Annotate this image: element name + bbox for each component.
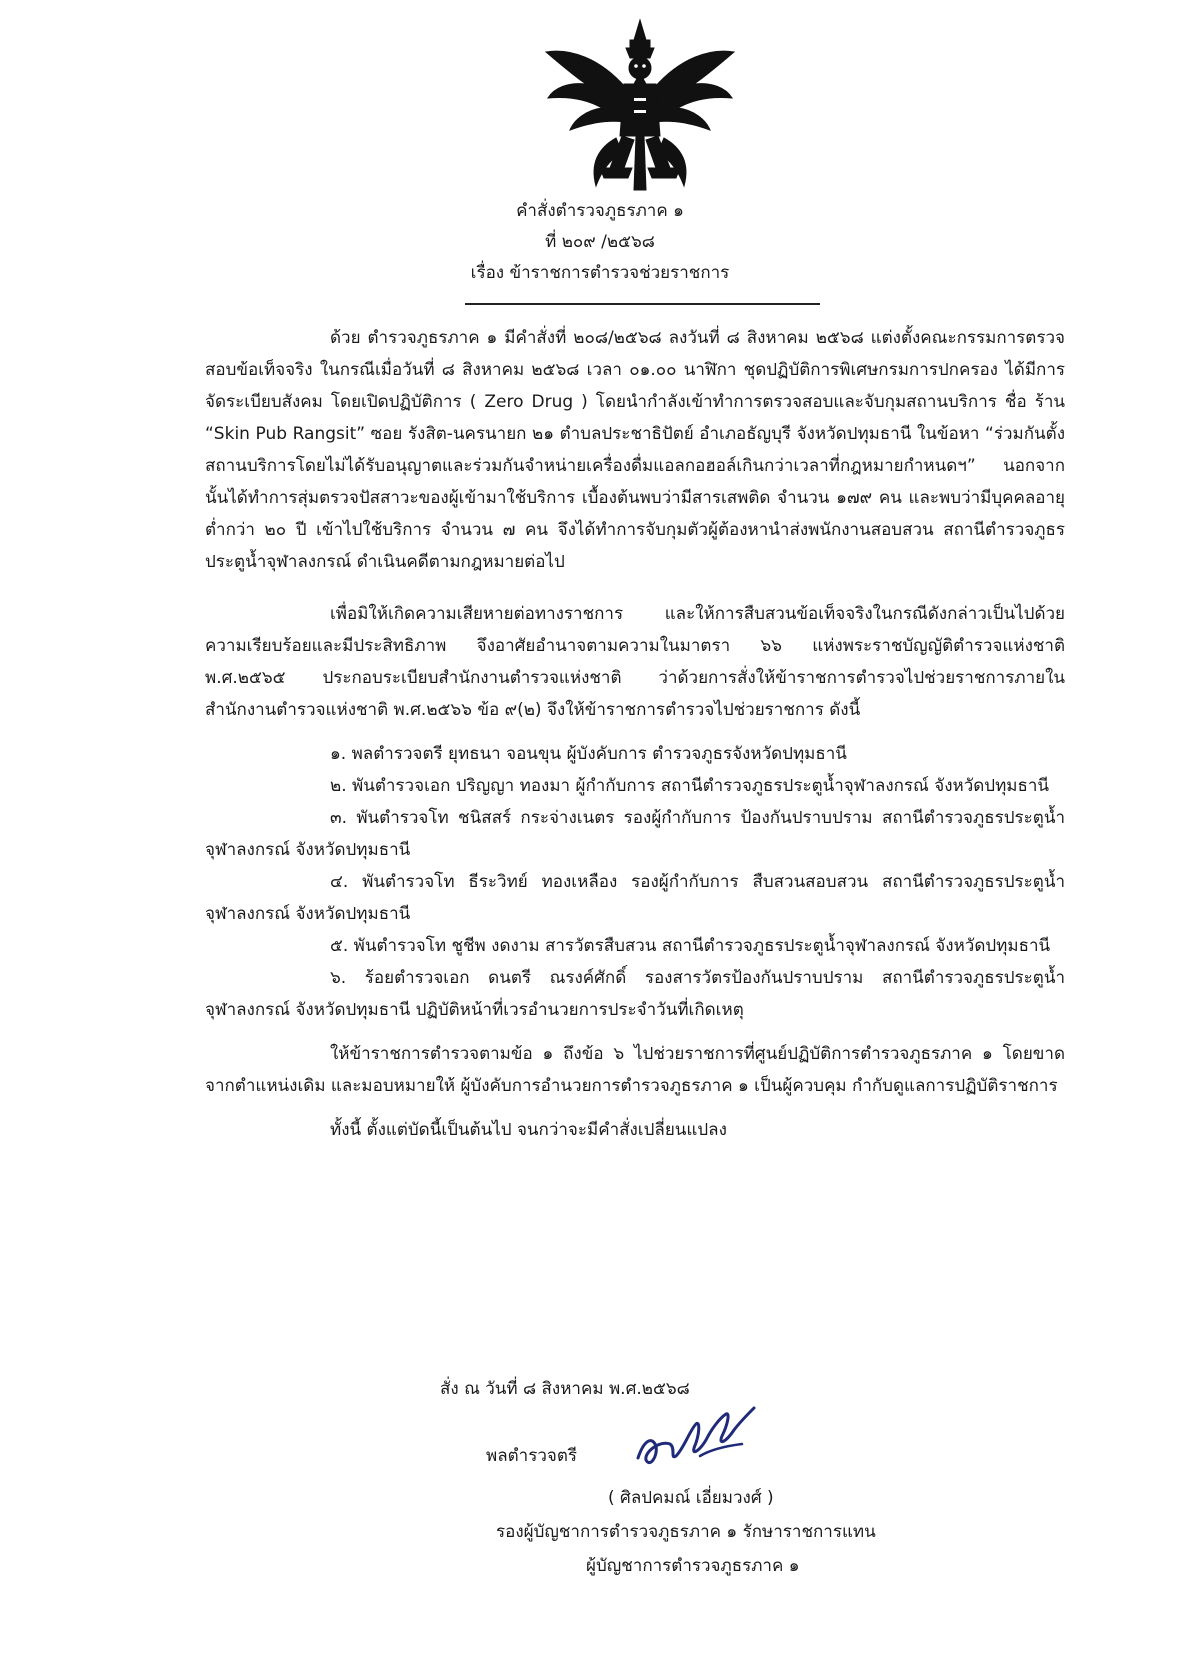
signer-position: รองผู้บัญชาการตำรวจภูธรภาค ๑ รักษาราชการแทน [496, 1522, 876, 1542]
list-item: ๖. ร้อยตำรวจเอก ดนตรี ณรงค์ศักดิ์ รองสารวัตรป้องกันปราบปราม สถานีตำรวจภูธรประตูน้ำจุฬาลงกรณ์ จังหวัดปทุมธานี ปฏิบัติหน้าที่เวรอำนวยการประจำวันที่เกิดเหตุ [205, 968, 1065, 1020]
body-paragraph-2: เพื่อมิให้เกิดความเสียหายต่อทางราชการ และให้การสืบสวนข้อเท็จจริงในกรณีดังกล่าวเป็นไปด้วยความเรียบร้อยและมีประสิทธิภาพ จึงอาศัยอำนาจตามความในมาตรา ๖๖ แห่งพระราชบัญญัติตำรวจแห่งชาติ พ.ศ.๒๕๖๕ ประกอบระเบียบสำนักงานตำรวจแห่งชาติ ว่าด้วยการสั่งให้ข้าราชการตำรวจไปช่วยราชการภายในสำนักงานตำรวจแห่งชาติ พ.ศ.๒๕๖๖ ข้อ ๙(๒) จึงให้ข้าราชการตำรวจไปช่วยราชการ ดังนี้ [205, 604, 1065, 720]
order-date: สั่ง ณ วันที่ ๘ สิงหาคม พ.ศ.๒๕๖๘ [440, 1379, 690, 1399]
body-paragraph-4: ทั้งนี้ ตั้งแต่บัดนี้เป็นต้นไป จนกว่าจะมีคำสั่งเปลี่ยนแปลง [330, 1120, 727, 1140]
body-paragraph-3: ให้ข้าราชการตำรวจตามข้อ ๑ ถึงข้อ ๖ ไปช่วยราชการที่ศูนย์ปฏิบัติการตำรวจภูธรภาค ๑ โดยขาดจากตำแหน่งเดิม และมอบหมายให้ ผู้บังคับการอำนวยการตำรวจภูธรภาค ๑ เป็นผู้ควบคุม กำกับดูแลการปฏิบัติราชการ [205, 1044, 1065, 1096]
signer-name: ( ศิลปคมณ์ เอี่ยมวงศ์ ) [608, 1488, 774, 1508]
signer-position-acting-for: ผู้บัญชาการตำรวจภูธรภาค ๑ [586, 1556, 800, 1576]
order-number: ที่ ๒๐๙ /๒๕๖๘ [545, 232, 655, 252]
officer-list [205, 738, 1065, 1026]
order-body [205, 322, 1065, 1146]
garuda-emblem-icon [540, 18, 740, 193]
order-title: คำสั่งตำรวจภูธรภาค ๑ [516, 201, 684, 221]
list-item: ๕. พันตำรวจโท ชูชีพ งดงาม สารวัตรสืบสวน สถานีตำรวจภูธรประตูน้ำจุฬาลงกรณ์ จังหวัดปทุมธานี [330, 936, 1051, 956]
list-item: ๔. พันตำรวจโท ธีระวิทย์ ทองเหลือง รองผู้กำกับการ สืบสวนสอบสวน สถานีตำรวจภูธรประตูน้ำจุฬาลงกรณ์ จังหวัดปทุมธานี [205, 872, 1065, 924]
signature [630, 1400, 760, 1480]
list-item: ๑. พลตำรวจตรี ยุทธนา จอนขุน ผู้บังคับการ ตำรวจภูธรจังหวัดปทุมธานี [330, 744, 847, 764]
header-divider [465, 303, 820, 305]
signer-rank: พลตำรวจตรี [486, 1446, 578, 1466]
order-subject: เรื่อง ข้าราชการตำรวจช่วยราชการ [470, 263, 730, 283]
list-item: ๒. พันตำรวจเอก ปริญญา ทองมา ผู้กำกับการ สถานีตำรวจภูธรประตูน้ำจุฬาลงกรณ์ จังหวัดปทุมธานี [330, 776, 1050, 796]
list-item: ๓. พันตำรวจโท ชนิสสร์ กระจ่างเนตร รองผู้กำกับการ ป้องกันปราบปราม สถานีตำรวจภูธรประตูน้ำจุฬาลงกรณ์ จังหวัดปทุมธานี [205, 808, 1065, 860]
body-paragraph-1: ด้วย ตำรวจภูธรภาค ๑ มีคำสั่งที่ ๒๐๘/๒๕๖๘ ลงวันที่ ๘ สิงหาคม ๒๕๖๘ แต่งตั้งคณะกรรมการตรวจสอบข้อเท็จจริง ในกรณีเมื่อวันที่ ๘ สิงหาคม ๒๕๖๘ เวลา ๐๑.๐๐ นาฬิกา ชุดปฏิบัติการพิเศษกรมการปกครอง ได้มีการจัดระเบียบสังคม โดยเปิดปฏิบัติการ ( Zero Drug ) โดยนำกำลังเข้าทำการตรวจสอบและจับกุมสถานบริการ ชื่อ ร้าน “Skin Pub Rangsit” ซอย รังสิต-นครนายก ๒๑ ตำบลประชาธิปัตย์ อำเภอธัญบุรี จังหวัดปทุมธานี ในข้อหา “ร่วมกันตั้งสถานบริการโดยไม่ได้รับอนุญาตและร่วมกันจำหน่ายเครื่องดื่มแอลกอฮอล์เกินกว่าเวลาที่กฎหมายกำหนดฯ” นอกจากนั้นได้ทำการสุ่มตรวจปัสสาวะของผู้เข้ามาใช้บริการ เบื้องต้นพบว่ามีสารเสพติด จำนวน ๑๗๙ คน และพบว่ามีบุคคลอายุต่ำกว่า ๒๐ ปี เข้าไปใช้บริการ จำนวน ๗ คน จึงได้ทำการจับกุมตัวผู้ต้องหานำส่งพนักงานสอบสวน สถานีตำรวจภูธรประตูน้ำจุฬาลงกรณ์ ดำเนินคดีตามกฎหมายต่อไป [205, 328, 1065, 572]
